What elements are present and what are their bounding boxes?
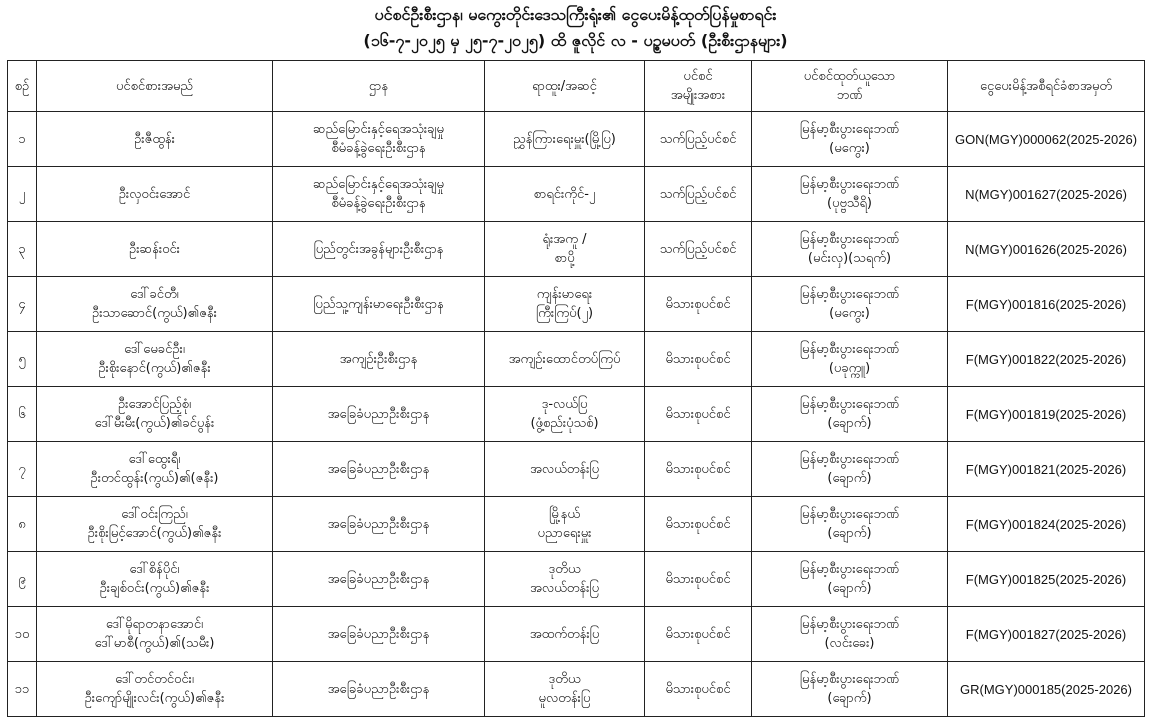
cell-department-line: အခြေခံပညာဦးစီးဌာန	[327, 461, 430, 477]
cell-department-line: အခြေခံပညာဦးစီးဌာန	[327, 406, 430, 422]
table-row	[8, 332, 1145, 387]
cell-no: ၆	[8, 387, 37, 442]
cell-rank-line: ကြီးကြပ်(၂)	[535, 306, 594, 321]
header-name: ပင်စင်စားအမည်	[37, 61, 273, 112]
cell-department	[273, 332, 485, 387]
cell-pensioner-name-line: ဦးစိုးမြင့်အောင်(ကွယ်)၏ဇနီး	[87, 526, 222, 541]
cell-bank	[752, 552, 948, 607]
cell-rank-line: အထက်တန်းပြ	[529, 626, 600, 642]
cell-pensioner-name	[37, 332, 273, 387]
cell-rank-line: ကျန်းမာရေး	[536, 287, 593, 302]
cell-rank-line: အလယ်တန်းပြ	[529, 581, 600, 596]
cell-pensioner-name	[37, 442, 273, 497]
cell-department-line: စီမံခန့်ခွဲရေးဦးစီးဌာန	[331, 196, 426, 211]
cell-department-line: ပြည်သူ့ကျန်းမာရေးဦးစီးဌာန	[313, 296, 444, 312]
cell-rank	[485, 552, 645, 607]
cell-bank-line: (ချောက်)	[827, 416, 872, 431]
cell-bank-line: မြန်မာ့စီးပွားရေးဘဏ်	[799, 397, 900, 412]
cell-bank-line: မြန်မာ့စီးပွားရေးဘဏ်	[799, 232, 900, 247]
document-title	[0, 0, 1151, 58]
cell-department-line: အကျဉ်းဦးစီးဌာန	[339, 351, 418, 367]
cell-department-line: ဆည်မြောင်းနှင့်ရေအသုံးချမှု	[313, 122, 444, 137]
cell-license-no: F(MGY)001825(2025-2026)	[948, 552, 1145, 607]
cell-rank-line: ညွှန်ကြားရေးမှူး(မြို့ပြ)	[513, 131, 616, 147]
table-row	[8, 167, 1145, 222]
cell-pensioner-name	[37, 552, 273, 607]
cell-bank-line: (ချောက်)	[827, 471, 872, 486]
cell-pension-type: မိသားစုပင်စင်	[645, 277, 752, 332]
cell-pensioner-name-line: ဦးဆန်းဝင်း	[129, 241, 180, 257]
header-bank	[752, 61, 948, 112]
cell-pension-type: သက်ပြည့်ပင်စင်	[645, 222, 752, 277]
cell-pension-type: မိသားစုပင်စင်	[645, 607, 752, 662]
cell-bank-line: မြန်မာ့စီးပွားရေးဘဏ်	[799, 507, 900, 522]
cell-pensioner-name	[37, 222, 273, 277]
cell-department	[273, 277, 485, 332]
header-bank-line-2: ဘဏ်	[836, 88, 863, 103]
cell-department	[273, 387, 485, 442]
cell-pensioner-name-line: ဒေါ်မာစီ(ကွယ်)၏(သမီး)	[94, 636, 215, 651]
cell-rank	[485, 167, 645, 222]
cell-department	[273, 167, 485, 222]
cell-rank-line: ဒုတိယ	[548, 562, 581, 577]
cell-rank-line: မြို့နယ်	[549, 507, 580, 522]
cell-rank-line: မူလတန်းပြ	[538, 691, 591, 706]
table-row	[8, 497, 1145, 552]
cell-department-line: ဆည်မြောင်းနှင့်ရေအသုံးချမှု	[313, 177, 444, 192]
cell-rank	[485, 387, 645, 442]
cell-pensioner-name-line: ဦးချစ်ဝင်း(ကွယ်)၏ဇနီး	[99, 581, 210, 596]
cell-pensioner-name-line: ဒေါ်မီးမီး(ကွယ်)၏ခင်ပွန်း	[94, 416, 215, 431]
cell-department-line: ပြည်တွင်းအခွန်များဦးစီးဌာန	[313, 241, 444, 257]
cell-pensioner-name	[37, 607, 273, 662]
pension-table	[7, 60, 1145, 717]
cell-bank-line: (မကွေး)	[829, 141, 870, 156]
cell-license-no: F(MGY)001824(2025-2026)	[948, 497, 1145, 552]
header-rank	[485, 61, 645, 112]
table-row	[8, 607, 1145, 662]
cell-pensioner-name	[37, 387, 273, 442]
cell-department	[273, 497, 485, 552]
cell-bank	[752, 112, 948, 167]
cell-department	[273, 662, 485, 717]
cell-pension-type: မိသားစုပင်စင်	[645, 662, 752, 717]
cell-bank-line: (ပုဗ္ဗသီရိ)	[826, 196, 873, 211]
cell-department	[273, 112, 485, 167]
cell-bank-line: မြန်မာ့စီးပွားရေးဘဏ်	[799, 562, 900, 577]
cell-pensioner-name-line: ဦးကျော်မျိုးလင်း(ကွယ်)၏ဇနီး	[84, 691, 225, 706]
cell-pensioner-name-line: ဒေါ်ထွေးရီ၊	[128, 452, 181, 467]
header-license-no: ငွေပေးမိန့်အစီရင်ခံစာအမှတ်	[948, 61, 1145, 112]
cell-bank	[752, 607, 948, 662]
cell-bank-line: မြန်မာ့စီးပွားရေးဘဏ်	[799, 617, 900, 632]
header-department: ဌာန	[273, 61, 485, 112]
cell-bank-line: မြန်မာ့စီးပွားရေးဘဏ်	[799, 452, 900, 467]
header-type-line-2: အမျိုးအစား	[670, 88, 726, 103]
cell-rank-line: (ဖွံ့စည်းပုံသစ်)	[530, 416, 599, 431]
cell-license-no: N(MGY)001627(2025-2026)	[948, 167, 1145, 222]
cell-bank-line: မြန်မာ့စီးပွားရေးဘဏ်	[799, 122, 900, 137]
cell-department	[273, 442, 485, 497]
cell-pensioner-name-line: ဒေါ်စိန်ပိုင်၊	[129, 562, 180, 577]
cell-rank-line: အကျဉ်းထောင်တပ်ကြပ်	[508, 351, 621, 367]
cell-bank-line: (ချောက်)	[827, 691, 872, 706]
cell-bank	[752, 167, 948, 222]
cell-pension-type: မိသားစုပင်စင်	[645, 497, 752, 552]
cell-no: ၇	[8, 442, 37, 497]
table-row	[8, 662, 1145, 717]
cell-department	[273, 607, 485, 662]
cell-bank-line: (ပခုက္ကူ)	[828, 361, 871, 376]
cell-department-line: အခြေခံပညာဦးစီးဌာန	[327, 571, 430, 587]
cell-rank-line: စာရင်းကိုင်-၂	[533, 186, 596, 202]
cell-pension-type: မိသားစုပင်စင်	[645, 387, 752, 442]
header-bank-line-1: ပင်စင်ထုတ်ယူသော	[803, 69, 896, 84]
cell-bank	[752, 332, 948, 387]
cell-bank-line: (မကွေး)	[829, 306, 870, 321]
cell-license-no: GR(MGY)000185(2025-2026)	[948, 662, 1145, 717]
header-pension-type	[645, 61, 752, 112]
table-row	[8, 552, 1145, 607]
cell-department	[273, 552, 485, 607]
cell-bank	[752, 662, 948, 717]
table-row	[8, 442, 1145, 497]
cell-bank-line: (ချောက်)	[827, 581, 872, 596]
cell-pensioner-name-line: ဦးဇီထွန်း	[134, 131, 175, 147]
cell-no: ၁	[8, 112, 37, 167]
table-row	[8, 112, 1145, 167]
cell-pensioner-name-line: ဦးလှဝင်းအောင်	[118, 186, 191, 202]
cell-department-line: အခြေခံပညာဦးစီးဌာန	[327, 681, 430, 697]
cell-bank-line: မြန်မာ့စီးပွားရေးဘဏ်	[799, 287, 900, 302]
cell-pensioner-name-line: ဒေါ်တင်တင်ဝင်း၊	[115, 672, 194, 687]
cell-pensioner-name-line: ဒေါ်မေခင်ဦး၊	[124, 342, 185, 357]
cell-pensioner-name	[37, 497, 273, 552]
cell-bank-line: မြန်မာ့စီးပွားရေးဘဏ်	[799, 672, 900, 687]
cell-bank-line: မြန်မာ့စီးပွားရေးဘဏ်	[799, 177, 900, 192]
cell-no: ၈	[8, 497, 37, 552]
cell-pension-type: သက်ပြည့်ပင်စင်	[645, 112, 752, 167]
table-row	[8, 222, 1145, 277]
cell-rank-line: ပညာရေးမှူး	[537, 526, 592, 541]
cell-pension-type: မိသားစုပင်စင်	[645, 332, 752, 387]
title-line-1: ပင်စင်ဦးစီးဌာန၊ မကွေးတိုင်းဒေသကြီးရုံး၏ ငွေပေးမိန့်ထုတ်ပြန်မှုစာရင်း	[374, 5, 777, 24]
title-line-2: (၁၆-၇-၂၀၂၅ မှ ၂၅-၇-၂၀၂၅) ထိ ဇူလိုင် လ - ပဉ္စမပတ် (ဦးစီးဌာနများ)	[363, 31, 788, 50]
cell-pensioner-name-line: ဒေါ်ခင်တီ၊	[130, 287, 179, 302]
cell-pensioner-name-line: ဦးအောင်ပြည့်စုံ၊	[117, 397, 192, 412]
cell-rank-line: စာပို့	[554, 251, 575, 266]
cell-pensioner-name	[37, 112, 273, 167]
cell-no: ၂	[8, 167, 37, 222]
cell-bank	[752, 387, 948, 442]
header-row	[8, 61, 1145, 112]
cell-no: ၁၀	[8, 607, 37, 662]
table-row	[8, 277, 1145, 332]
table-body	[8, 112, 1145, 717]
cell-rank	[485, 442, 645, 497]
cell-license-no: F(MGY)001822(2025-2026)	[948, 332, 1145, 387]
cell-department-line: အခြေခံပညာဦးစီးဌာန	[327, 626, 430, 642]
cell-pensioner-name	[37, 662, 273, 717]
cell-bank-line: (ချောက်)	[827, 526, 872, 541]
cell-no: ၄	[8, 277, 37, 332]
cell-license-no: F(MGY)001816(2025-2026)	[948, 277, 1145, 332]
cell-rank	[485, 662, 645, 717]
cell-bank	[752, 222, 948, 277]
cell-no: ၅	[8, 332, 37, 387]
cell-rank-line: ဒုတိယ	[548, 672, 581, 687]
cell-rank-line: ရုံးအကူ /	[542, 232, 587, 247]
cell-rank	[485, 277, 645, 332]
cell-pensioner-name-line: ဒေါ်ဝင်းကြည်၊	[121, 507, 188, 522]
cell-license-no: F(MGY)001819(2025-2026)	[948, 387, 1145, 442]
cell-license-no: F(MGY)001827(2025-2026)	[948, 607, 1145, 662]
cell-pension-type: သက်ပြည့်ပင်စင်	[645, 167, 752, 222]
cell-bank-line: မြန်မာ့စီးပွားရေးဘဏ်	[799, 342, 900, 357]
header-type-line-1: ပင်စင်	[683, 69, 713, 84]
cell-pension-type: မိသားစုပင်စင်	[645, 552, 752, 607]
cell-rank	[485, 497, 645, 552]
cell-rank	[485, 607, 645, 662]
cell-rank-line: ဒု-လယ်ပြ	[541, 397, 588, 412]
cell-pensioner-name-line: ဒေါ်မိုရာတနာအောင်၊	[105, 617, 204, 632]
cell-rank	[485, 332, 645, 387]
cell-department-line: အခြေခံပညာဦးစီးဌာန	[327, 516, 430, 532]
cell-no: ၉	[8, 552, 37, 607]
cell-license-no: F(MGY)001821(2025-2026)	[948, 442, 1145, 497]
cell-bank	[752, 442, 948, 497]
cell-pensioner-name-line: ဦးသာဆောင်(ကွယ်)၏ဇနီး	[92, 306, 217, 321]
cell-pensioner-name	[37, 167, 273, 222]
cell-license-no: GON(MGY)000062(2025-2026)	[948, 112, 1145, 167]
cell-pensioner-name-line: ဦးတင်ထွန်း(ကွယ်)၏(ဇနီး)	[90, 471, 219, 486]
cell-no: ၁၁	[8, 662, 37, 717]
table-row	[8, 387, 1145, 442]
cell-department	[273, 222, 485, 277]
cell-department-line: စီမံခန့်ခွဲရေးဦးစီးဌာန	[331, 141, 426, 156]
cell-bank	[752, 277, 948, 332]
cell-rank	[485, 112, 645, 167]
cell-license-no: N(MGY)001626(2025-2026)	[948, 222, 1145, 277]
cell-bank-line: (မင်းလှ)(သရက်)	[807, 251, 892, 266]
cell-bank	[752, 497, 948, 552]
header-no: စဉ်	[8, 61, 37, 112]
cell-no: ၃	[8, 222, 37, 277]
cell-bank-line: (လင်းခေး)	[824, 636, 875, 651]
cell-pensioner-name-line: ဦးစိုးနောင်(ကွယ်)၏ဇနီး	[98, 361, 211, 376]
cell-pensioner-name	[37, 277, 273, 332]
header-rank-line: ရာထူး/အဆင့်	[532, 78, 597, 94]
cell-rank-line: အလယ်တန်းပြ	[529, 461, 600, 477]
cell-pension-type: မိသားစုပင်စင်	[645, 442, 752, 497]
cell-rank	[485, 222, 645, 277]
